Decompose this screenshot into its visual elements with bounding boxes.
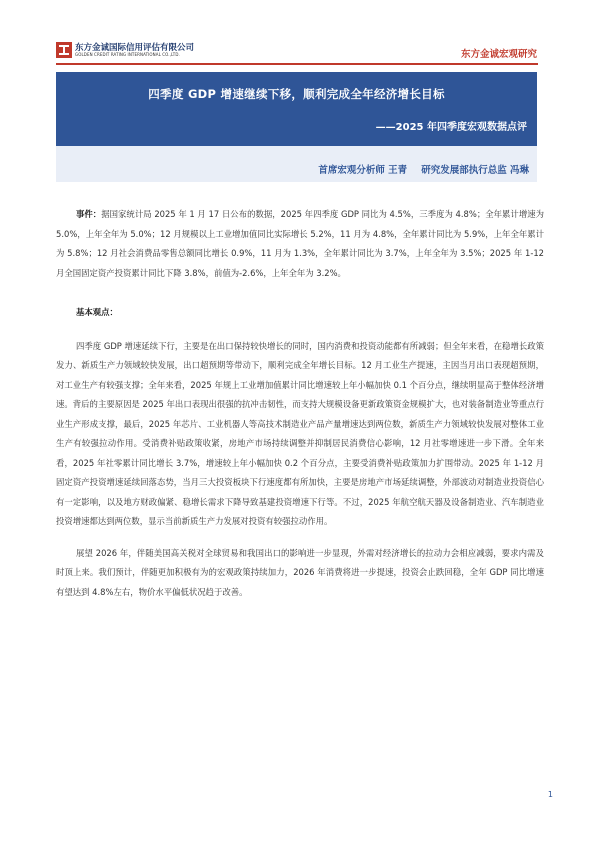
company-logo-icon	[56, 42, 72, 58]
views-paragraph-2: 展望 2026 年，伴随美国高关税对全球贸易和我国出口的影响进一步显现，外需对经济增长的拉动力会相应减弱，要求内需及时顶上来。我们预计，伴随更加积极有为的宏观政策持续加力，2026 年消费将进一步提速，投资会止跌回稳，全年 GDP 同比增速有望达到 4.8%左右，物价水平偏低状况趋于改善。	[56, 547, 544, 597]
title-banner	[56, 72, 537, 182]
views-heading: 基本观点：	[76, 307, 118, 317]
event-text: 据国家统计局 2025 年 1 月 17 日公布的数据，2025 年四季度 GDP 同比为 4.5%，三季度为 4.8%；全年累计增速为 5.0%，上年全年为 5.0%；12 月规模以上工业增加值同比实际增长 5.2%，11 月为 4.8%，全年累计同比为 5.9%，上年全年累计为 5.8%；12 月社会消费品零售总额同比增长 0.9%，11 月为 1.3%，全年累计同比为 3.7%，上年全年为 3.5%；2025 年 1-12 月全国固定资产投资累计同比下降 3.8%，前值为-2.6%，上年全年为 3.2%。	[56, 209, 545, 278]
page-header	[0, 0, 595, 66]
header-divider	[56, 63, 538, 65]
company-logo	[56, 40, 216, 62]
logo-chinese-name: 东方金诚国际信用评估有限公司	[75, 43, 195, 53]
research-brand: 东方金诚宏观研究	[460, 49, 537, 60]
report-body	[56, 205, 544, 602]
logo-english-name: GOLDEN CREDIT RATING INTERNATIONAL CO.,LTD.	[75, 52, 180, 57]
author-line	[318, 162, 529, 176]
author-1: 首席宏观分析师 王青	[318, 165, 408, 176]
report-subtitle: ——2025 年四季度宏观数据点评	[375, 122, 527, 133]
author-2: 研究发展部执行总监 冯琳	[421, 165, 529, 176]
event-label: 事件：	[76, 209, 102, 219]
page-number: 1	[547, 790, 553, 799]
report-title: 四季度 GDP 增速继续下移，顺利完成全年经济增长目标	[148, 87, 445, 101]
event-paragraph	[56, 205, 544, 283]
views-paragraph-1: 四季度 GDP 增速延续下行，主要是在出口保持较快增长的同时，国内消费和投资动能都有所减弱；但全年来看，在稳增长政策发力、新质生产力领域较快发展，出口超预期等带动下，顺利完成全年增长目标。12 月工业生产提速，主因当月出口表现超预期，对工业生产有较强支撑；全年来看，2025 年规上工业增加值累计同比增速较上年小幅加快 0.1 个百分点，继续明显高于整体经济增速。背后的主要原因是 2025 年出口表现出很强的抗冲击韧性，而支持大规模设备更新政策资金规模扩大，也对装备制造业等重点行业生产形成支撑，最后，2025 年芯片、工业机器人等高技术制造业产品产量增速达到两位数，新质生产力领域较快发展对整体工业生产有较强拉动作用。受消费补贴政策收紧，房地产市场持续调整并抑制居民消费信心影响，12 月社零增速进一步下滑。全年来看，2025 年社零累计同比增长 3.7%，增速较上年小幅加快 0.2 个百分点，主要受消费补贴政策加力扩围带动。2025 年 1-12 月固定资产投资增速延续回落态势，当月三大投资板块下行速度都有所加快，主要是房地产市场延续调整，外部波动对制造业投资信心有一定影响，以及地方财政偏紧、稳增长需求下降导致基建投资增速下行等。不过，2025 年航空航天器及设备制造业、汽车制造业投资增速都达到两位数，显示当前新质生产力发展对投资有较强拉动作用。	[56, 340, 544, 526]
